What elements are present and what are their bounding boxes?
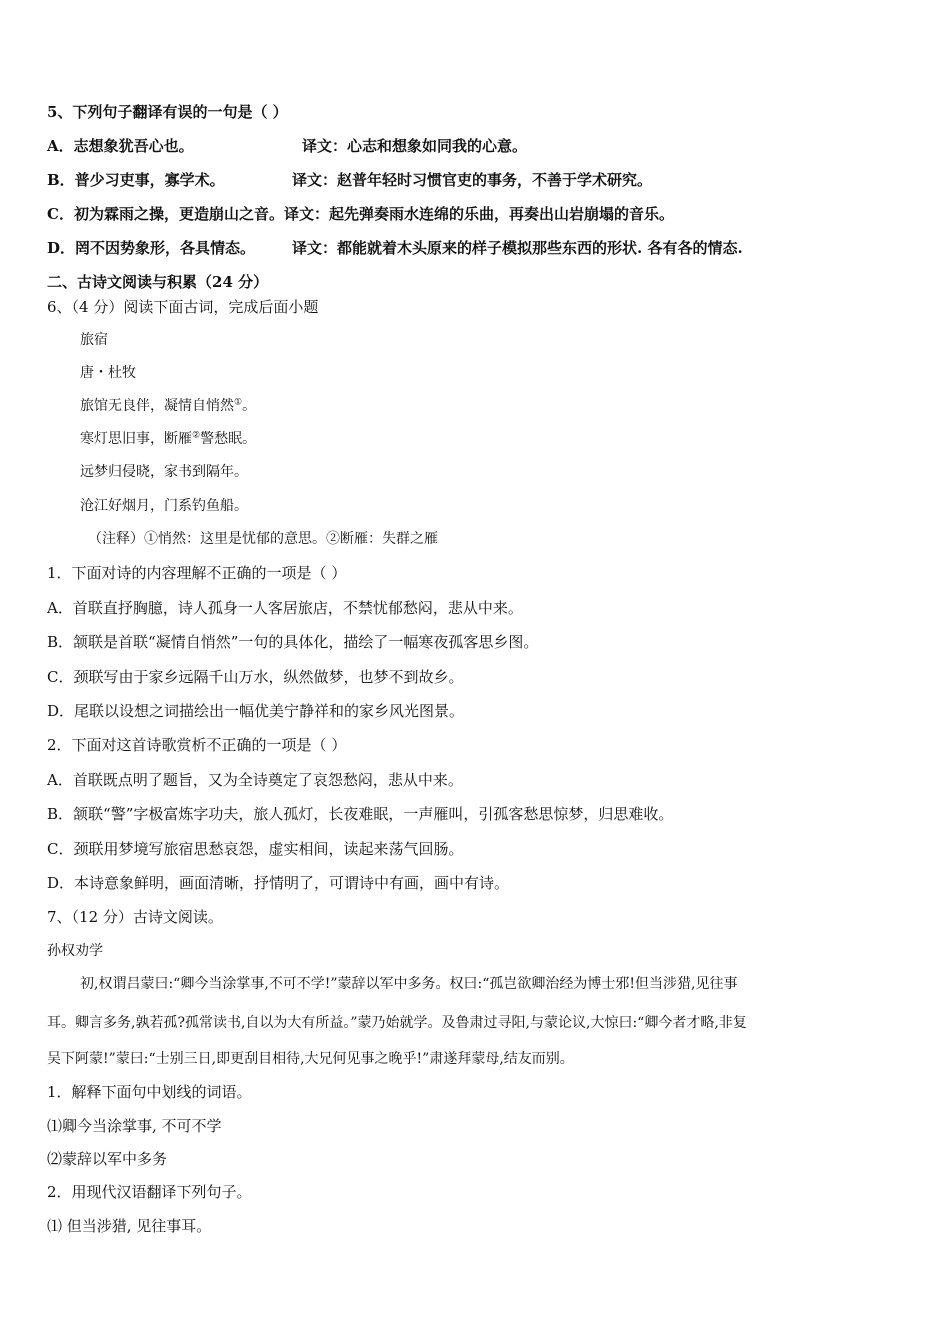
poem-author: 唐・杜牧 bbox=[80, 365, 136, 381]
q5-title: 5、下列句子翻译有误的一句是（ ） bbox=[47, 103, 288, 121]
q7-title: 7、（12 分）古诗文阅读。 bbox=[47, 908, 223, 926]
section-2-title: 二、古诗文阅读与积累（24 分） bbox=[47, 273, 269, 291]
q6-sub1-option-b: B．颔联是首联“凝情自悄然”一句的具体化，描绘了一幅寒夜孤客思乡图。 bbox=[47, 633, 539, 651]
q5-option-a: A．志想象犹吾心也。 译文：心志和想象如同我的心意。 bbox=[47, 137, 528, 155]
poem-line-1: 旅馆无良伴，凝情自悄然①。 bbox=[80, 397, 257, 414]
q7-sub1-item-1: ⑴卿今当涂掌事, 不可不学 bbox=[47, 1117, 222, 1135]
poem-line-3: 远梦归侵晓，家书到隔年。 bbox=[80, 464, 248, 480]
q5-option-c: C．初为霖雨之操，更造崩山之音。译文：起先弹奏雨水连绵的乐曲，再奏出山岩崩塌的音乐。 bbox=[47, 205, 674, 223]
q6-sub1-title: 1．下面对诗的内容理解不正确的一项是（ ） bbox=[47, 564, 347, 582]
q6-sub1-option-a: A．首联直抒胸臆，诗人孤身一人客居旅店，不禁忧郁愁闷，悲从中来。 bbox=[47, 599, 523, 617]
q6-title: 6、（4 分）阅读下面古词，完成后面小题 bbox=[47, 298, 319, 316]
q6-sub2-option-b: B．颔联“警”字极富炼字功夫，旅人孤灯，长夜难眠，一声雁叫，引孤客愁思惊梦，归思难收。 bbox=[47, 805, 674, 823]
passage-line-3: 吴下阿蒙!”蒙曰:“士别三日,即更刮目相待,大兄何见事之晚乎!”肃遂拜蒙母,结友而别。 bbox=[47, 1051, 574, 1067]
q6-sub2-option-d: D．本诗意象鲜明，画面清晰，抒情明了，可谓诗中有画，画中有诗。 bbox=[47, 874, 510, 892]
q6-sub2-title: 2．下面对这首诗歌赏析不正确的一项是（ ） bbox=[47, 736, 347, 754]
passage-line-1: 初,权谓吕蒙曰:“卿今当涂掌事,不可不学!”蒙辞以军中多务。权曰:“孤岂欲卿治经为博士邪!但当涉猎,见往事 bbox=[80, 976, 738, 992]
q7-sub2-title: 2．用现代汉语翻译下列句子。 bbox=[47, 1183, 252, 1201]
q6-sub1-option-c: C．颈联写由于家乡远隔千山万水，纵然做梦，也梦不到故乡。 bbox=[47, 668, 464, 686]
footnote-mark-2: ② bbox=[192, 430, 201, 441]
q7-sub2-item-1: ⑴ 但当涉猎, 见往事耳。 bbox=[47, 1217, 212, 1235]
passage-line-2: 耳。卿言多务,孰若孤?孤常读书,自以为大有所益。”蒙乃始就学。及鲁肃过寻阳,与蒙论议,大惊曰:“卿今者才略,非复 bbox=[47, 1015, 747, 1031]
q5-option-b: B．普少习吏事，寡学术。 译文：赵普年轻时习惯官吏的事务，不善于学术研究。 bbox=[47, 171, 653, 189]
q6-sub2-option-a: A．首联既点明了题旨，又为全诗奠定了哀怨愁闷，悲从中来。 bbox=[47, 771, 463, 789]
q6-sub1-option-d: D．尾联以设想之词描绘出一幅优美宁静祥和的家乡风光图景。 bbox=[47, 702, 465, 720]
q7-sub1-title: 1．解释下面句中划线的词语。 bbox=[47, 1083, 252, 1101]
q7-sub1-item-2: ⑵蒙辞以军中多务 bbox=[47, 1150, 168, 1168]
q5-option-d: D．罔不因势象形，各具情态。 译文：都能就着木头原来的样子模拟那些东西的形状. 各有各的情态. bbox=[47, 239, 743, 257]
poem-line-2: 寒灯思旧事，断雁②警愁眠。 bbox=[80, 430, 257, 447]
poem-note: （注释）①悄然：这里是忧郁的意思。②断雁：失群之雁 bbox=[88, 531, 438, 547]
footnote-mark-1: ① bbox=[234, 397, 243, 408]
q6-sub2-option-c: C．颈联用梦境写旅宿思愁哀怨，虚实相间，读起来荡气回肠。 bbox=[47, 840, 464, 858]
poem-line-4: 沧江好烟月，门系钓鱼船。 bbox=[80, 498, 248, 514]
passage-title: 孙权劝学 bbox=[47, 943, 103, 959]
poem-title: 旅宿 bbox=[80, 332, 108, 348]
